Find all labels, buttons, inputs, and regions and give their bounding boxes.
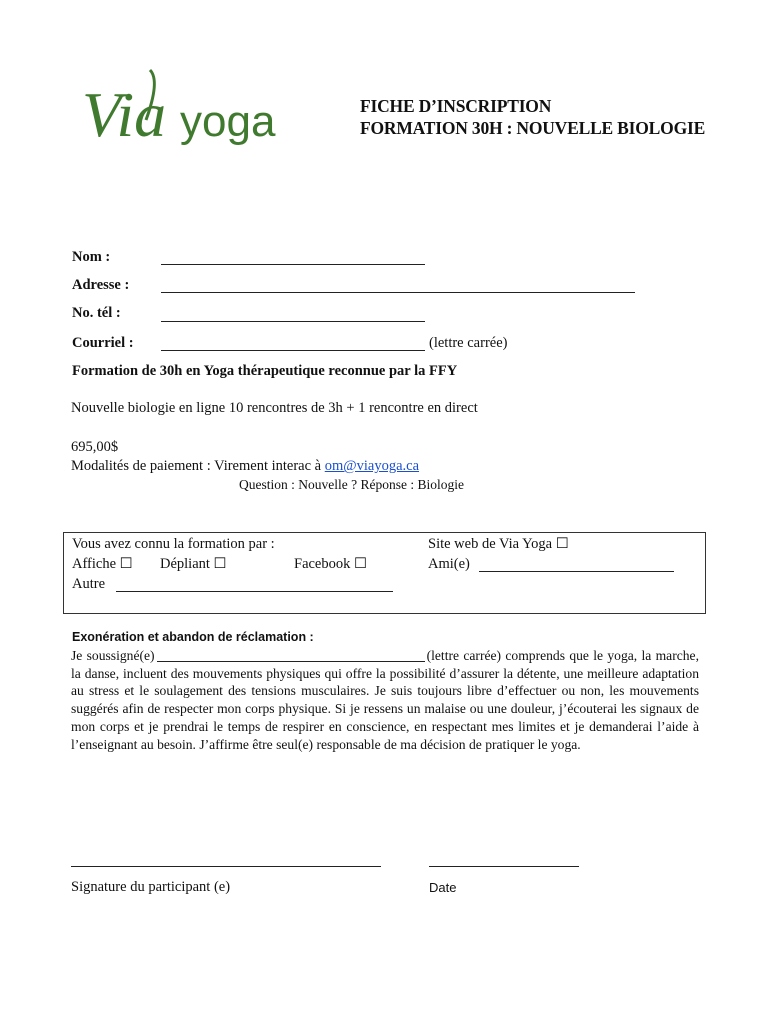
phone-field-line[interactable]: [161, 321, 425, 322]
option-friend-line[interactable]: [479, 571, 674, 572]
email-field-line[interactable]: [161, 350, 425, 351]
name-label: Nom :: [72, 249, 111, 265]
payment-email-link[interactable]: om@viayoga.ca: [324, 458, 420, 474]
email-label: Courriel :: [72, 335, 134, 351]
logo-yoga-text: yoga: [180, 97, 276, 146]
payment-prefix: Modalités de paiement : Virement interac à: [71, 458, 322, 474]
via-yoga-logo: [80, 58, 295, 178]
course-heading: Formation de 30h en Yoga thérapeutique reconnue par la FFY: [72, 363, 458, 379]
waiver-prefix: Je soussigné(e): [71, 648, 155, 663]
date-line[interactable]: [429, 866, 579, 867]
waiver-body: (lettre carrée) comprends que le yoga, la marche, la danse, incluent des mouvements physiques qui offre la possibilité d’assurer la détente, une meilleure adaptation au stress et le soulagement des tensions musculaires. Je suis toujours libre d’effectuer ou non, les mouvements suggérés afin de respecter mon corps physique. Si je ressens un malaise ou une douleur, j’écouterai les signaux de mon corps et je prendrai le temps de respirer en conscience, en respectant mes limites et je demanderai l’aide à l’enseignant au besoin. J’affirme être seul(e) responsable de ma décision de pratiquer le yoga.: [71, 648, 699, 752]
option-leaflet[interactable]: Dépliant ☐: [160, 556, 227, 572]
address-label: Adresse :: [72, 277, 130, 293]
address-field-line[interactable]: [161, 292, 635, 293]
option-website[interactable]: Site web de Via Yoga ☐: [428, 536, 569, 552]
phone-label: No. tél :: [72, 305, 121, 321]
survey-question: Vous avez connu la formation par :: [72, 536, 275, 552]
option-friend-label: Ami(e): [428, 556, 470, 572]
course-price: 695,00$: [71, 439, 119, 455]
date-label: Date: [429, 880, 457, 895]
waiver-text: [71, 647, 699, 753]
logo-via-text: Via: [82, 79, 167, 150]
option-other-label: Autre: [72, 576, 106, 592]
course-description: Nouvelle biologie en ligne 10 rencontres de 3h + 1 rencontre en direct: [71, 400, 478, 416]
option-facebook[interactable]: Facebook ☐: [294, 556, 367, 572]
name-field-line[interactable]: [161, 264, 425, 265]
form-title-line1: FICHE D’INSCRIPTION: [360, 96, 552, 116]
payment-method: [71, 458, 419, 475]
participant-signature-line[interactable]: [71, 866, 381, 867]
form-title-line2: FORMATION 30H : NOUVELLE BIOLOGIE: [360, 118, 706, 138]
email-note: (lettre carrée): [429, 335, 508, 351]
option-poster[interactable]: Affiche ☐: [72, 556, 133, 572]
participant-signature-label: Signature du participant (e): [71, 879, 231, 895]
waiver-name-line[interactable]: [157, 661, 425, 662]
option-other-line[interactable]: [116, 591, 393, 592]
waiver-title: Exonération et abandon de réclamation :: [72, 630, 314, 644]
security-question: Question : Nouvelle ? Réponse : Biologie: [239, 477, 464, 492]
